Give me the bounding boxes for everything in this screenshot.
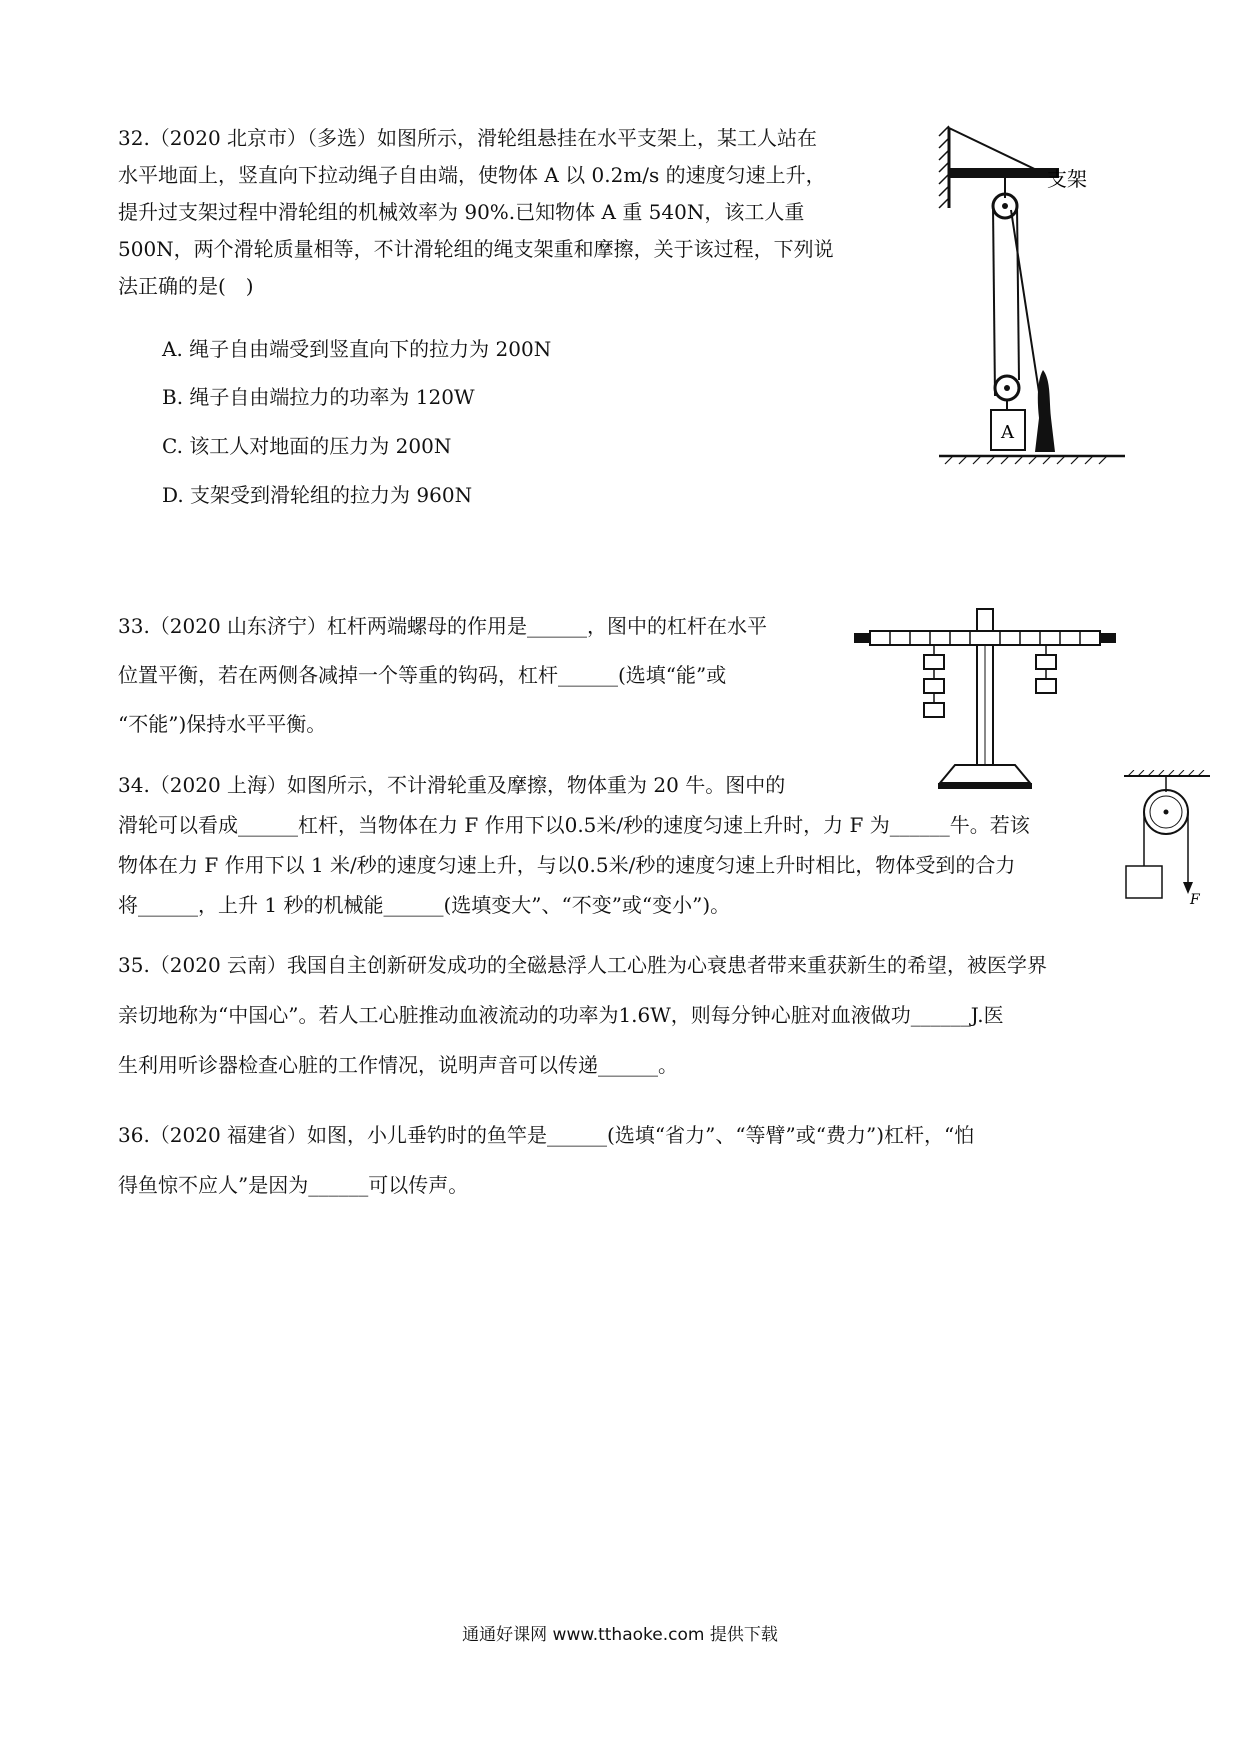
q32-line-1: 32.（2020 北京市）（多选）如图所示，滑轮组悬挂在水平支架上，某工人站在	[118, 126, 818, 150]
block-a-label: A	[1001, 422, 1014, 443]
q34-line-3: 物体在力 F 作用下以 1 米/秒的速度匀速上升，与以0.5米/秒的速度匀速上升时相比，物体受到的合力	[118, 853, 1016, 877]
pulley-system-figure	[935, 118, 1135, 478]
force-label: F	[1190, 892, 1200, 905]
q32-option-d: D. 支架受到滑轮组的拉力为 960N	[162, 483, 473, 507]
q35-line-2: 亲切地称为“中国心”。若人工心脏推动血液流动的功率为1.6W，则每分钟心脏对血液做功______J.医	[118, 1003, 1004, 1027]
q32-line-5: 法正确的是( )	[118, 274, 254, 298]
q33-line-1: 33.（2020 山东济宁）杠杆两端螺母的作用是______，图中的杠杆在水平	[118, 614, 768, 638]
lever-figure	[850, 605, 1120, 795]
q32-line-4: 500N，两个滑轮质量相等，不计滑轮组的绳支架重和摩擦，关于该过程，下列说	[118, 237, 834, 261]
page-footer: 通通好课网 www.tthaoke.com 提供下载	[462, 1625, 778, 1645]
q35-line-1: 35.（2020 云南）我国自主创新研发成功的全磁悬浮人工心胜为心衰患者带来重获新生的希望，被医学界	[118, 953, 1048, 977]
q32-option-c: C. 该工人对地面的压力为 200N	[162, 434, 452, 458]
q33-line-3: “不能”)保持水平平衡。	[118, 712, 327, 736]
q34-line-4: 将______，上升 1 秒的机械能______(选填变大”、“不变”或“变小”)。	[118, 893, 731, 917]
bracket-label: 支架	[1047, 167, 1087, 191]
q32-option-a: A. 绳子自由端受到竖直向下的拉力为 200N	[162, 337, 552, 361]
q35-line-3: 生利用听诊器检查心脏的工作情况，说明声音可以传递______。	[118, 1053, 678, 1077]
single-pulley-figure	[1120, 770, 1215, 905]
q32-option-b: B. 绳子自由端拉力的功率为 120W	[162, 385, 475, 409]
q36-line-2: 得鱼惊不应人”是因为______可以传声。	[118, 1173, 469, 1197]
q32-line-2: 水平地面上，竖直向下拉动绳子自由端，使物体 A 以 0.2m/s 的速度匀速上升，	[118, 163, 826, 187]
q33-line-2: 位置平衡，若在两侧各减掉一个等重的钩码，杠杆______(选填“能”或	[118, 663, 727, 687]
q32-line-3: 提升过支架过程中滑轮组的机械效率为 90%.已知物体 A 重 540N，该工人重	[118, 200, 805, 224]
q34-line-2: 滑轮可以看成______杠杆，当物体在力 F 作用下以0.5米/秒的速度匀速上升时，力 F 为______牛。若该	[118, 813, 1030, 837]
q34-line-1: 34.（2020 上海）如图所示，不计滑轮重及摩擦，物体重为 20 牛。图中的	[118, 773, 786, 797]
q36-line-1: 36.（2020 福建省）如图，小儿垂钓时的鱼竿是______(选填“省力”、“等臂”或“费力”)杠杆，“怕	[118, 1123, 975, 1147]
